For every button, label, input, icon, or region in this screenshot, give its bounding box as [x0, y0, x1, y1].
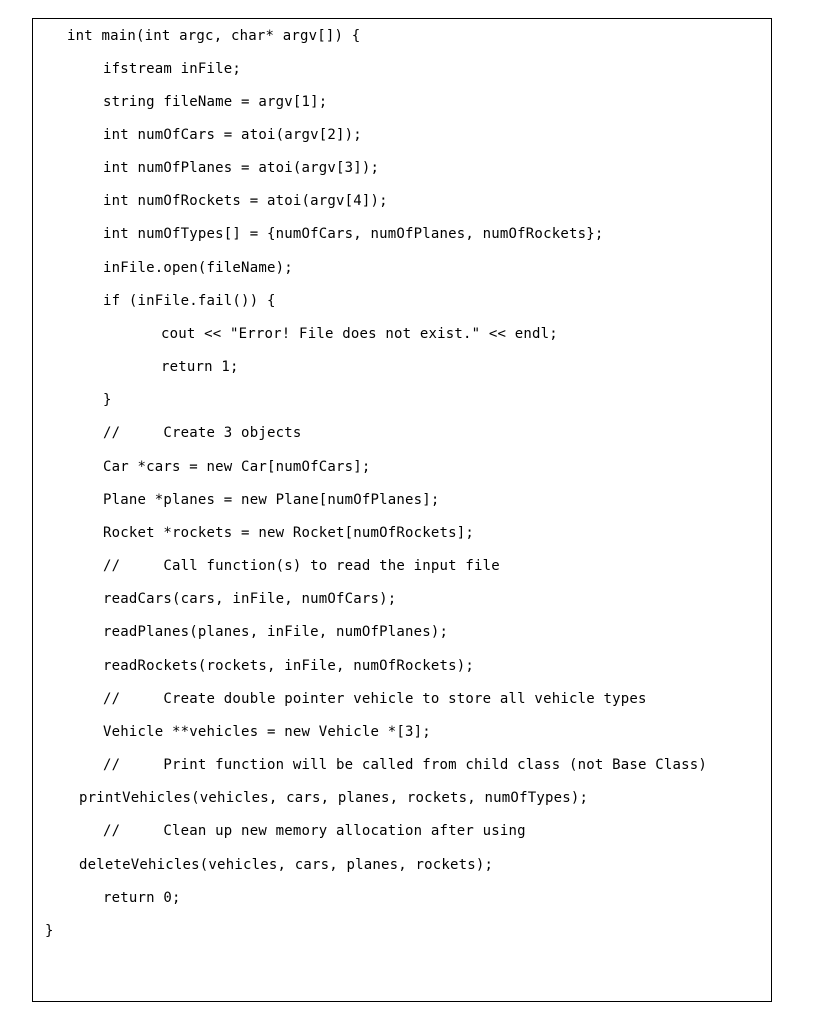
code-line: ifstream inFile;	[103, 61, 242, 77]
code-line: int main(int argc, char* argv[]) {	[67, 28, 361, 44]
code-line: }	[103, 392, 112, 408]
code-block	[33, 19, 771, 1001]
code-line: return 1;	[161, 359, 239, 375]
code-line: string fileName = argv[1];	[103, 94, 328, 110]
code-line: inFile.open(fileName);	[103, 260, 293, 276]
code-line: int numOfRockets = atoi(argv[4]);	[103, 193, 388, 209]
code-line: printVehicles(vehicles, cars, planes, rockets, numOfTypes);	[79, 790, 589, 806]
code-frame	[32, 18, 772, 1002]
code-comment: // Print function will be called from child class (not Base Class)	[103, 757, 708, 773]
code-line: return 0;	[103, 890, 181, 906]
code-line: int numOfTypes[] = {numOfCars, numOfPlanes, numOfRockets};	[103, 226, 604, 242]
code-comment: // Clean up new memory allocation after using	[103, 823, 526, 839]
code-line: int numOfPlanes = atoi(argv[3]);	[103, 160, 380, 176]
code-line: if (inFile.fail()) {	[103, 293, 276, 309]
code-line: readRockets(rockets, inFile, numOfRockets);	[103, 658, 475, 674]
code-comment: // Call function(s) to read the input file	[103, 558, 500, 574]
code-line: Rocket *rockets = new Rocket[numOfRockets];	[103, 525, 475, 541]
code-line: readPlanes(planes, inFile, numOfPlanes);	[103, 624, 449, 640]
code-comment: // Create double pointer vehicle to store all vehicle types	[103, 691, 647, 707]
code-line: }	[45, 923, 54, 939]
code-line: readCars(cars, inFile, numOfCars);	[103, 591, 397, 607]
code-line: int numOfCars = atoi(argv[2]);	[103, 127, 362, 143]
code-line: Vehicle **vehicles = new Vehicle *[3];	[103, 724, 431, 740]
code-comment: // Create 3 objects	[103, 425, 302, 441]
code-line: Plane *planes = new Plane[numOfPlanes];	[103, 492, 440, 508]
code-line: deleteVehicles(vehicles, cars, planes, rockets);	[79, 857, 494, 873]
code-line: cout << "Error! File does not exist." << endl;	[161, 326, 558, 342]
code-line: Car *cars = new Car[numOfCars];	[103, 459, 371, 475]
